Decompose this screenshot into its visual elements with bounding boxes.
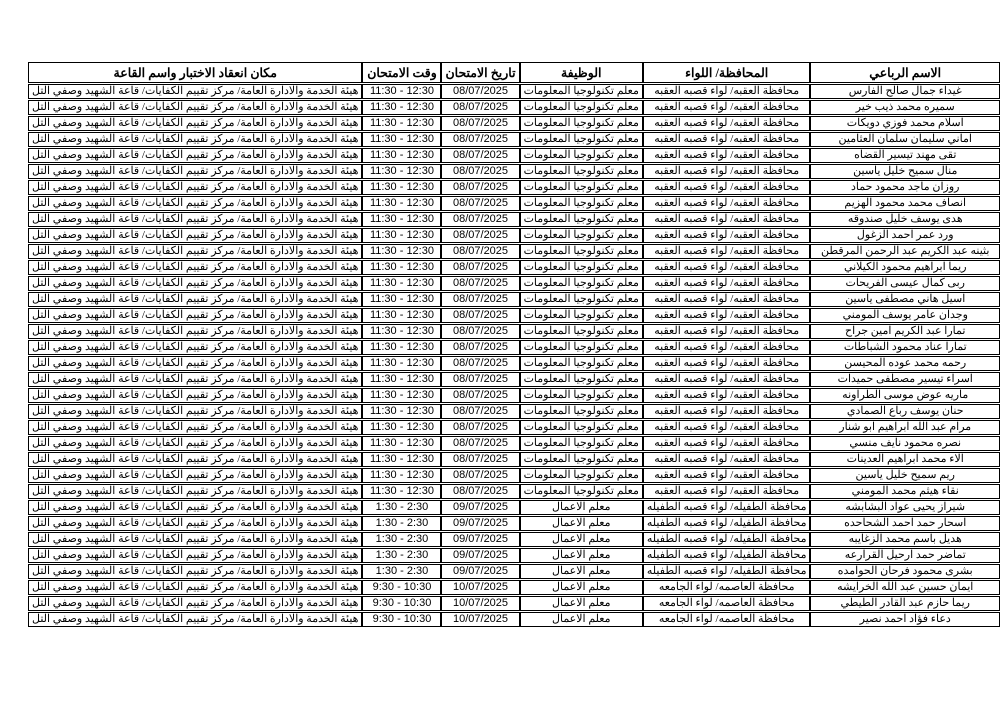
cell-exam-location-hall: هيئة الخدمة والادارة العامة/ مركز تقييم الكفايات/ قاعة الشهيد وصفي التل	[28, 100, 362, 115]
cell-exam-time: 11:30 - 12:30	[362, 324, 441, 339]
cell-full-name: روزان ماجد محمود حماد	[810, 180, 1000, 195]
cell-job-title: معلم تكنولوجيا المعلومات	[520, 116, 643, 131]
cell-exam-location-hall: هيئة الخدمة والادارة العامة/ مركز تقييم الكفايات/ قاعة الشهيد وصفي التل	[28, 116, 362, 131]
cell-governorate-district: محافظة العقبه/ لواء قصبه العقبه	[643, 196, 811, 211]
cell-full-name: اسراء تيسير مصطفى حميدات	[810, 372, 1000, 387]
cell-full-name: تقى مهند تيسير القضاه	[810, 148, 1000, 163]
cell-job-title: معلم تكنولوجيا المعلومات	[520, 132, 643, 147]
cell-exam-location-hall: هيئة الخدمة والادارة العامة/ مركز تقييم الكفايات/ قاعة الشهيد وصفي التل	[28, 596, 362, 611]
cell-governorate-district: محافظة الطفيله/ لواء قصبه الطفيله	[643, 500, 811, 515]
cell-exam-location-hall: هيئة الخدمة والادارة العامة/ مركز تقييم الكفايات/ قاعة الشهيد وصفي التل	[28, 436, 362, 451]
cell-exam-time: 11:30 - 12:30	[362, 292, 441, 307]
table-row	[28, 564, 1000, 579]
table-row	[28, 436, 1000, 451]
cell-exam-time: 11:30 - 12:30	[362, 340, 441, 355]
col-header-exam-time: وقت الامتحان	[362, 62, 441, 83]
col-header-governorate-district: المحافظة/ اللواء	[643, 62, 811, 83]
cell-exam-time: 9:30 - 10:30	[362, 580, 441, 595]
table-row	[28, 420, 1000, 435]
cell-job-title: معلم تكنولوجيا المعلومات	[520, 228, 643, 243]
cell-exam-location-hall: هيئة الخدمة والادارة العامة/ مركز تقييم الكفايات/ قاعة الشهيد وصفي التل	[28, 276, 362, 291]
cell-full-name: ريم سميح خليل ياسين	[810, 468, 1000, 483]
cell-exam-time: 11:30 - 12:30	[362, 132, 441, 147]
cell-exam-date: 08/07/2025	[441, 404, 519, 419]
cell-exam-time: 1:30 - 2:30	[362, 532, 441, 547]
cell-full-name: تمارا عناد محمود الشباطات	[810, 340, 1000, 355]
cell-job-title: معلم تكنولوجيا المعلومات	[520, 212, 643, 227]
cell-exam-location-hall: هيئة الخدمة والادارة العامة/ مركز تقييم الكفايات/ قاعة الشهيد وصفي التل	[28, 404, 362, 419]
cell-exam-time: 1:30 - 2:30	[362, 564, 441, 579]
cell-exam-location-hall: هيئة الخدمة والادارة العامة/ مركز تقييم الكفايات/ قاعة الشهيد وصفي التل	[28, 132, 362, 147]
cell-job-title: معلم تكنولوجيا المعلومات	[520, 420, 643, 435]
cell-full-name: وجدان عامر يوسف المومني	[810, 308, 1000, 323]
cell-exam-date: 08/07/2025	[441, 388, 519, 403]
table-row	[28, 164, 1000, 179]
cell-full-name: اسحار حمد احمد الشحاحده	[810, 516, 1000, 531]
cell-exam-date: 08/07/2025	[441, 308, 519, 323]
cell-exam-time: 11:30 - 12:30	[362, 228, 441, 243]
cell-exam-date: 08/07/2025	[441, 132, 519, 147]
cell-governorate-district: محافظة العقبه/ لواء قصبه العقبه	[643, 116, 811, 131]
cell-job-title: معلم تكنولوجيا المعلومات	[520, 260, 643, 275]
cell-exam-location-hall: هيئة الخدمة والادارة العامة/ مركز تقييم الكفايات/ قاعة الشهيد وصفي التل	[28, 164, 362, 179]
cell-job-title: معلم تكنولوجيا المعلومات	[520, 164, 643, 179]
cell-job-title: معلم الاعمال	[520, 500, 643, 515]
cell-exam-date: 08/07/2025	[441, 356, 519, 371]
table-row	[28, 244, 1000, 259]
cell-exam-time: 9:30 - 10:30	[362, 612, 441, 627]
table-row	[28, 612, 1000, 627]
cell-governorate-district: محافظة العقبه/ لواء قصبه العقبه	[643, 164, 811, 179]
cell-full-name: اسيل هاني مصطفى ياسين	[810, 292, 1000, 307]
cell-full-name: مرام عبد الله ابراهيم ابو شنار	[810, 420, 1000, 435]
table-row	[28, 388, 1000, 403]
cell-exam-date: 08/07/2025	[441, 452, 519, 467]
cell-exam-date: 10/07/2025	[441, 612, 519, 627]
table-row	[28, 116, 1000, 131]
table-row	[28, 548, 1000, 563]
cell-exam-location-hall: هيئة الخدمة والادارة العامة/ مركز تقييم الكفايات/ قاعة الشهيد وصفي التل	[28, 612, 362, 627]
cell-full-name: نقاء هيثم محمد المومني	[810, 484, 1000, 499]
cell-exam-time: 11:30 - 12:30	[362, 372, 441, 387]
cell-exam-location-hall: هيئة الخدمة والادارة العامة/ مركز تقييم الكفايات/ قاعة الشهيد وصفي التل	[28, 356, 362, 371]
cell-exam-location-hall: هيئة الخدمة والادارة العامة/ مركز تقييم الكفايات/ قاعة الشهيد وصفي التل	[28, 212, 362, 227]
cell-job-title: معلم الاعمال	[520, 580, 643, 595]
cell-exam-location-hall: هيئة الخدمة والادارة العامة/ مركز تقييم الكفايات/ قاعة الشهيد وصفي التل	[28, 420, 362, 435]
cell-exam-time: 11:30 - 12:30	[362, 468, 441, 483]
cell-exam-time: 11:30 - 12:30	[362, 484, 441, 499]
cell-exam-date: 08/07/2025	[441, 484, 519, 499]
cell-governorate-district: محافظة العقبه/ لواء قصبه العقبه	[643, 404, 811, 419]
cell-exam-location-hall: هيئة الخدمة والادارة العامة/ مركز تقييم الكفايات/ قاعة الشهيد وصفي التل	[28, 516, 362, 531]
cell-exam-time: 11:30 - 12:30	[362, 260, 441, 275]
cell-full-name: بشرى محمود فرحان الحوامده	[810, 564, 1000, 579]
table-row	[28, 100, 1000, 115]
cell-governorate-district: محافظة الطفيله/ لواء قصبه الطفيله	[643, 564, 811, 579]
cell-exam-date: 08/07/2025	[441, 100, 519, 115]
cell-full-name: شيراز يحيى عواد البشابشه	[810, 500, 1000, 515]
cell-exam-location-hall: هيئة الخدمة والادارة العامة/ مركز تقييم الكفايات/ قاعة الشهيد وصفي التل	[28, 500, 362, 515]
cell-exam-time: 11:30 - 12:30	[362, 164, 441, 179]
cell-exam-date: 08/07/2025	[441, 292, 519, 307]
cell-exam-date: 08/07/2025	[441, 148, 519, 163]
cell-governorate-district: محافظة العقبه/ لواء قصبه العقبه	[643, 292, 811, 307]
cell-exam-location-hall: هيئة الخدمة والادارة العامة/ مركز تقييم الكفايات/ قاعة الشهيد وصفي التل	[28, 260, 362, 275]
table-row	[28, 580, 1000, 595]
cell-governorate-district: محافظة العقبه/ لواء قصبه العقبه	[643, 436, 811, 451]
cell-exam-location-hall: هيئة الخدمة والادارة العامة/ مركز تقييم الكفايات/ قاعة الشهيد وصفي التل	[28, 84, 362, 99]
cell-exam-time: 9:30 - 10:30	[362, 596, 441, 611]
cell-exam-location-hall: هيئة الخدمة والادارة العامة/ مركز تقييم الكفايات/ قاعة الشهيد وصفي التل	[28, 468, 362, 483]
col-header-exam-date: تاريخ الامتحان	[441, 62, 519, 83]
cell-job-title: معلم تكنولوجيا المعلومات	[520, 292, 643, 307]
cell-exam-location-hall: هيئة الخدمة والادارة العامة/ مركز تقييم الكفايات/ قاعة الشهيد وصفي التل	[28, 292, 362, 307]
table-row	[28, 196, 1000, 211]
cell-full-name: ايمان حسين عبد الله الخرايشه	[810, 580, 1000, 595]
cell-job-title: معلم الاعمال	[520, 516, 643, 531]
cell-job-title: معلم تكنولوجيا المعلومات	[520, 388, 643, 403]
table-row	[28, 292, 1000, 307]
cell-job-title: معلم تكنولوجيا المعلومات	[520, 84, 643, 99]
cell-exam-time: 11:30 - 12:30	[362, 436, 441, 451]
cell-job-title: معلم تكنولوجيا المعلومات	[520, 196, 643, 211]
cell-governorate-district: محافظة العاصمه/ لواء الجامعه	[643, 612, 811, 627]
cell-job-title: معلم تكنولوجيا المعلومات	[520, 436, 643, 451]
cell-full-name: هدى يوسف خليل صندوقه	[810, 212, 1000, 227]
table-row	[28, 452, 1000, 467]
cell-governorate-district: محافظة العاصمه/ لواء الجامعه	[643, 596, 811, 611]
cell-job-title: معلم تكنولوجيا المعلومات	[520, 468, 643, 483]
exam-table-body	[28, 84, 1000, 627]
cell-governorate-district: محافظة العقبه/ لواء قصبه العقبه	[643, 228, 811, 243]
cell-exam-date: 08/07/2025	[441, 260, 519, 275]
cell-job-title: معلم تكنولوجيا المعلومات	[520, 180, 643, 195]
cell-exam-location-hall: هيئة الخدمة والادارة العامة/ مركز تقييم الكفايات/ قاعة الشهيد وصفي التل	[28, 228, 362, 243]
cell-exam-location-hall: هيئة الخدمة والادارة العامة/ مركز تقييم الكفايات/ قاعة الشهيد وصفي التل	[28, 580, 362, 595]
cell-exam-date: 09/07/2025	[441, 500, 519, 515]
cell-exam-time: 11:30 - 12:30	[362, 212, 441, 227]
cell-governorate-district: محافظة العقبه/ لواء قصبه العقبه	[643, 132, 811, 147]
cell-job-title: معلم تكنولوجيا المعلومات	[520, 404, 643, 419]
cell-exam-time: 11:30 - 12:30	[362, 84, 441, 99]
cell-exam-location-hall: هيئة الخدمة والادارة العامة/ مركز تقييم الكفايات/ قاعة الشهيد وصفي التل	[28, 148, 362, 163]
cell-exam-date: 08/07/2025	[441, 196, 519, 211]
cell-exam-date: 08/07/2025	[441, 244, 519, 259]
cell-full-name: الاء محمد ابراهيم العدينات	[810, 452, 1000, 467]
cell-exam-time: 11:30 - 12:30	[362, 420, 441, 435]
cell-job-title: معلم تكنولوجيا المعلومات	[520, 452, 643, 467]
col-header-full-name: الاسم الرباعي	[810, 62, 1000, 83]
cell-full-name: ماريه عوض موسى الطراونه	[810, 388, 1000, 403]
cell-governorate-district: محافظة العقبه/ لواء قصبه العقبه	[643, 148, 811, 163]
cell-exam-location-hall: هيئة الخدمة والادارة العامة/ مركز تقييم الكفايات/ قاعة الشهيد وصفي التل	[28, 388, 362, 403]
cell-exam-time: 11:30 - 12:30	[362, 388, 441, 403]
cell-exam-time: 11:30 - 12:30	[362, 244, 441, 259]
cell-exam-location-hall: هيئة الخدمة والادارة العامة/ مركز تقييم الكفايات/ قاعة الشهيد وصفي التل	[28, 548, 362, 563]
cell-full-name: حنان يوسف رباع الصمادي	[810, 404, 1000, 419]
table-row	[28, 148, 1000, 163]
cell-exam-date: 08/07/2025	[441, 228, 519, 243]
table-row	[28, 372, 1000, 387]
cell-full-name: اسلام محمد فوزي دويكات	[810, 116, 1000, 131]
cell-exam-date: 09/07/2025	[441, 564, 519, 579]
cell-full-name: نصره محمود نايف منسي	[810, 436, 1000, 451]
cell-governorate-district: محافظة العقبه/ لواء قصبه العقبه	[643, 260, 811, 275]
cell-job-title: معلم تكنولوجيا المعلومات	[520, 340, 643, 355]
cell-exam-date: 08/07/2025	[441, 116, 519, 131]
cell-job-title: معلم تكنولوجيا المعلومات	[520, 324, 643, 339]
cell-exam-time: 11:30 - 12:30	[362, 116, 441, 131]
cell-job-title: معلم الاعمال	[520, 612, 643, 627]
table-row	[28, 180, 1000, 195]
cell-exam-location-hall: هيئة الخدمة والادارة العامة/ مركز تقييم الكفايات/ قاعة الشهيد وصفي التل	[28, 340, 362, 355]
table-row	[28, 228, 1000, 243]
cell-exam-time: 1:30 - 2:30	[362, 548, 441, 563]
cell-governorate-district: محافظة العقبه/ لواء قصبه العقبه	[643, 244, 811, 259]
cell-exam-date: 08/07/2025	[441, 340, 519, 355]
header-row	[28, 62, 1000, 83]
cell-exam-location-hall: هيئة الخدمة والادارة العامة/ مركز تقييم الكفايات/ قاعة الشهيد وصفي التل	[28, 196, 362, 211]
table-row	[28, 532, 1000, 547]
cell-governorate-district: محافظة الطفيله/ لواء قصبه الطفيله	[643, 532, 811, 547]
cell-exam-time: 1:30 - 2:30	[362, 500, 441, 515]
cell-exam-time: 11:30 - 12:30	[362, 196, 441, 211]
cell-full-name: اماني سليمان سلمان العثامين	[810, 132, 1000, 147]
cell-exam-time: 11:30 - 12:30	[362, 100, 441, 115]
cell-governorate-district: محافظة العقبه/ لواء قصبه العقبه	[643, 308, 811, 323]
cell-full-name: سميره محمد ذيب خير	[810, 100, 1000, 115]
cell-job-title: معلم الاعمال	[520, 548, 643, 563]
cell-governorate-district: محافظة العقبه/ لواء قصبه العقبه	[643, 388, 811, 403]
cell-full-name: هديل باسم محمد الزغايبه	[810, 532, 1000, 547]
cell-governorate-district: محافظة العقبه/ لواء قصبه العقبه	[643, 180, 811, 195]
cell-governorate-district: محافظة العقبه/ لواء قصبه العقبه	[643, 372, 811, 387]
cell-governorate-district: محافظة الطفيله/ لواء قصبه الطفيله	[643, 516, 811, 531]
cell-job-title: معلم تكنولوجيا المعلومات	[520, 100, 643, 115]
cell-full-name: انصاف محمد محمود الهزيم	[810, 196, 1000, 211]
table-row	[28, 404, 1000, 419]
cell-full-name: تماضر حمد ارحيل القرارعه	[810, 548, 1000, 563]
cell-full-name: بثينه عبد الكريم عبد الرحمن المرقطن	[810, 244, 1000, 259]
cell-exam-time: 1:30 - 2:30	[362, 516, 441, 531]
cell-job-title: معلم تكنولوجيا المعلومات	[520, 308, 643, 323]
cell-job-title: معلم الاعمال	[520, 596, 643, 611]
cell-job-title: معلم تكنولوجيا المعلومات	[520, 148, 643, 163]
cell-job-title: معلم الاعمال	[520, 564, 643, 579]
cell-exam-location-hall: هيئة الخدمة والادارة العامة/ مركز تقييم الكفايات/ قاعة الشهيد وصفي التل	[28, 532, 362, 547]
cell-governorate-district: محافظة العقبه/ لواء قصبه العقبه	[643, 212, 811, 227]
cell-exam-time: 11:30 - 12:30	[362, 180, 441, 195]
exam-schedule-table	[28, 61, 1000, 628]
cell-governorate-district: محافظة العقبه/ لواء قصبه العقبه	[643, 420, 811, 435]
col-header-exam-location-hall: مكان انعقاد الاختبار واسم القاعة	[28, 62, 362, 83]
cell-exam-date: 09/07/2025	[441, 532, 519, 547]
cell-exam-location-hall: هيئة الخدمة والادارة العامة/ مركز تقييم الكفايات/ قاعة الشهيد وصفي التل	[28, 180, 362, 195]
cell-full-name: ريما حازم عبد القادر الطيطي	[810, 596, 1000, 611]
cell-governorate-district: محافظة العقبه/ لواء قصبه العقبه	[643, 324, 811, 339]
cell-exam-date: 08/07/2025	[441, 276, 519, 291]
cell-job-title: معلم تكنولوجيا المعلومات	[520, 484, 643, 499]
table-row	[28, 324, 1000, 339]
table-row	[28, 500, 1000, 515]
cell-exam-date: 08/07/2025	[441, 164, 519, 179]
cell-exam-location-hall: هيئة الخدمة والادارة العامة/ مركز تقييم الكفايات/ قاعة الشهيد وصفي التل	[28, 452, 362, 467]
table-row	[28, 516, 1000, 531]
cell-governorate-district: محافظة العقبه/ لواء قصبه العقبه	[643, 468, 811, 483]
cell-governorate-district: محافظة العقبه/ لواء قصبه العقبه	[643, 100, 811, 115]
cell-exam-date: 08/07/2025	[441, 84, 519, 99]
cell-governorate-district: محافظة العاصمه/ لواء الجامعه	[643, 580, 811, 595]
cell-exam-location-hall: هيئة الخدمة والادارة العامة/ مركز تقييم الكفايات/ قاعة الشهيد وصفي التل	[28, 484, 362, 499]
table-row	[28, 340, 1000, 355]
cell-exam-date: 10/07/2025	[441, 596, 519, 611]
table-row	[28, 84, 1000, 99]
cell-full-name: تمارا عبد الكريم امين جراح	[810, 324, 1000, 339]
cell-exam-time: 11:30 - 12:30	[362, 404, 441, 419]
cell-governorate-district: محافظة العقبه/ لواء قصبه العقبه	[643, 484, 811, 499]
cell-exam-location-hall: هيئة الخدمة والادارة العامة/ مركز تقييم الكفايات/ قاعة الشهيد وصفي التل	[28, 324, 362, 339]
cell-full-name: ريما ابراهيم محمود الكيلاني	[810, 260, 1000, 275]
cell-exam-location-hall: هيئة الخدمة والادارة العامة/ مركز تقييم الكفايات/ قاعة الشهيد وصفي التل	[28, 308, 362, 323]
cell-full-name: ورد عمر احمد الزغول	[810, 228, 1000, 243]
cell-governorate-district: محافظة العقبه/ لواء قصبه العقبه	[643, 276, 811, 291]
table-row	[28, 276, 1000, 291]
col-header-job-title: الوظيفة	[520, 62, 643, 83]
cell-exam-date: 08/07/2025	[441, 212, 519, 227]
cell-job-title: معلم الاعمال	[520, 532, 643, 547]
cell-exam-location-hall: هيئة الخدمة والادارة العامة/ مركز تقييم الكفايات/ قاعة الشهيد وصفي التل	[28, 564, 362, 579]
cell-job-title: معلم تكنولوجيا المعلومات	[520, 372, 643, 387]
cell-job-title: معلم تكنولوجيا المعلومات	[520, 356, 643, 371]
cell-exam-time: 11:30 - 12:30	[362, 276, 441, 291]
cell-exam-date: 09/07/2025	[441, 548, 519, 563]
cell-governorate-district: محافظة العقبه/ لواء قصبه العقبه	[643, 340, 811, 355]
cell-full-name: دعاء فؤاد احمد نصير	[810, 612, 1000, 627]
cell-exam-time: 11:30 - 12:30	[362, 148, 441, 163]
table-row	[28, 468, 1000, 483]
cell-exam-date: 08/07/2025	[441, 324, 519, 339]
table-row	[28, 484, 1000, 499]
cell-exam-date: 09/07/2025	[441, 516, 519, 531]
cell-exam-date: 08/07/2025	[441, 180, 519, 195]
cell-exam-date: 08/07/2025	[441, 420, 519, 435]
cell-job-title: معلم تكنولوجيا المعلومات	[520, 244, 643, 259]
cell-governorate-district: محافظة العقبه/ لواء قصبه العقبه	[643, 452, 811, 467]
cell-exam-date: 10/07/2025	[441, 580, 519, 595]
cell-exam-location-hall: هيئة الخدمة والادارة العامة/ مركز تقييم الكفايات/ قاعة الشهيد وصفي التل	[28, 244, 362, 259]
table-row	[28, 308, 1000, 323]
cell-full-name: رحمه محمد عوده المحيسن	[810, 356, 1000, 371]
cell-exam-time: 11:30 - 12:30	[362, 308, 441, 323]
cell-job-title: معلم تكنولوجيا المعلومات	[520, 276, 643, 291]
table-row	[28, 596, 1000, 611]
table-row	[28, 212, 1000, 227]
table-row	[28, 356, 1000, 371]
cell-exam-time: 11:30 - 12:30	[362, 452, 441, 467]
cell-governorate-district: محافظة العقبه/ لواء قصبه العقبه	[643, 84, 811, 99]
table-row	[28, 132, 1000, 147]
cell-exam-time: 11:30 - 12:30	[362, 356, 441, 371]
cell-exam-date: 08/07/2025	[441, 468, 519, 483]
cell-exam-date: 08/07/2025	[441, 436, 519, 451]
cell-full-name: ربى كمال عيسى الفريحات	[810, 276, 1000, 291]
cell-full-name: غيداء جمال صالح الفارس	[810, 84, 1000, 99]
cell-full-name: منال سميح خليل ياسين	[810, 164, 1000, 179]
cell-exam-date: 08/07/2025	[441, 372, 519, 387]
cell-governorate-district: محافظة العقبه/ لواء قصبه العقبه	[643, 356, 811, 371]
table-row	[28, 260, 1000, 275]
cell-governorate-district: محافظة الطفيله/ لواء قصبه الطفيله	[643, 548, 811, 563]
cell-exam-location-hall: هيئة الخدمة والادارة العامة/ مركز تقييم الكفايات/ قاعة الشهيد وصفي التل	[28, 372, 362, 387]
